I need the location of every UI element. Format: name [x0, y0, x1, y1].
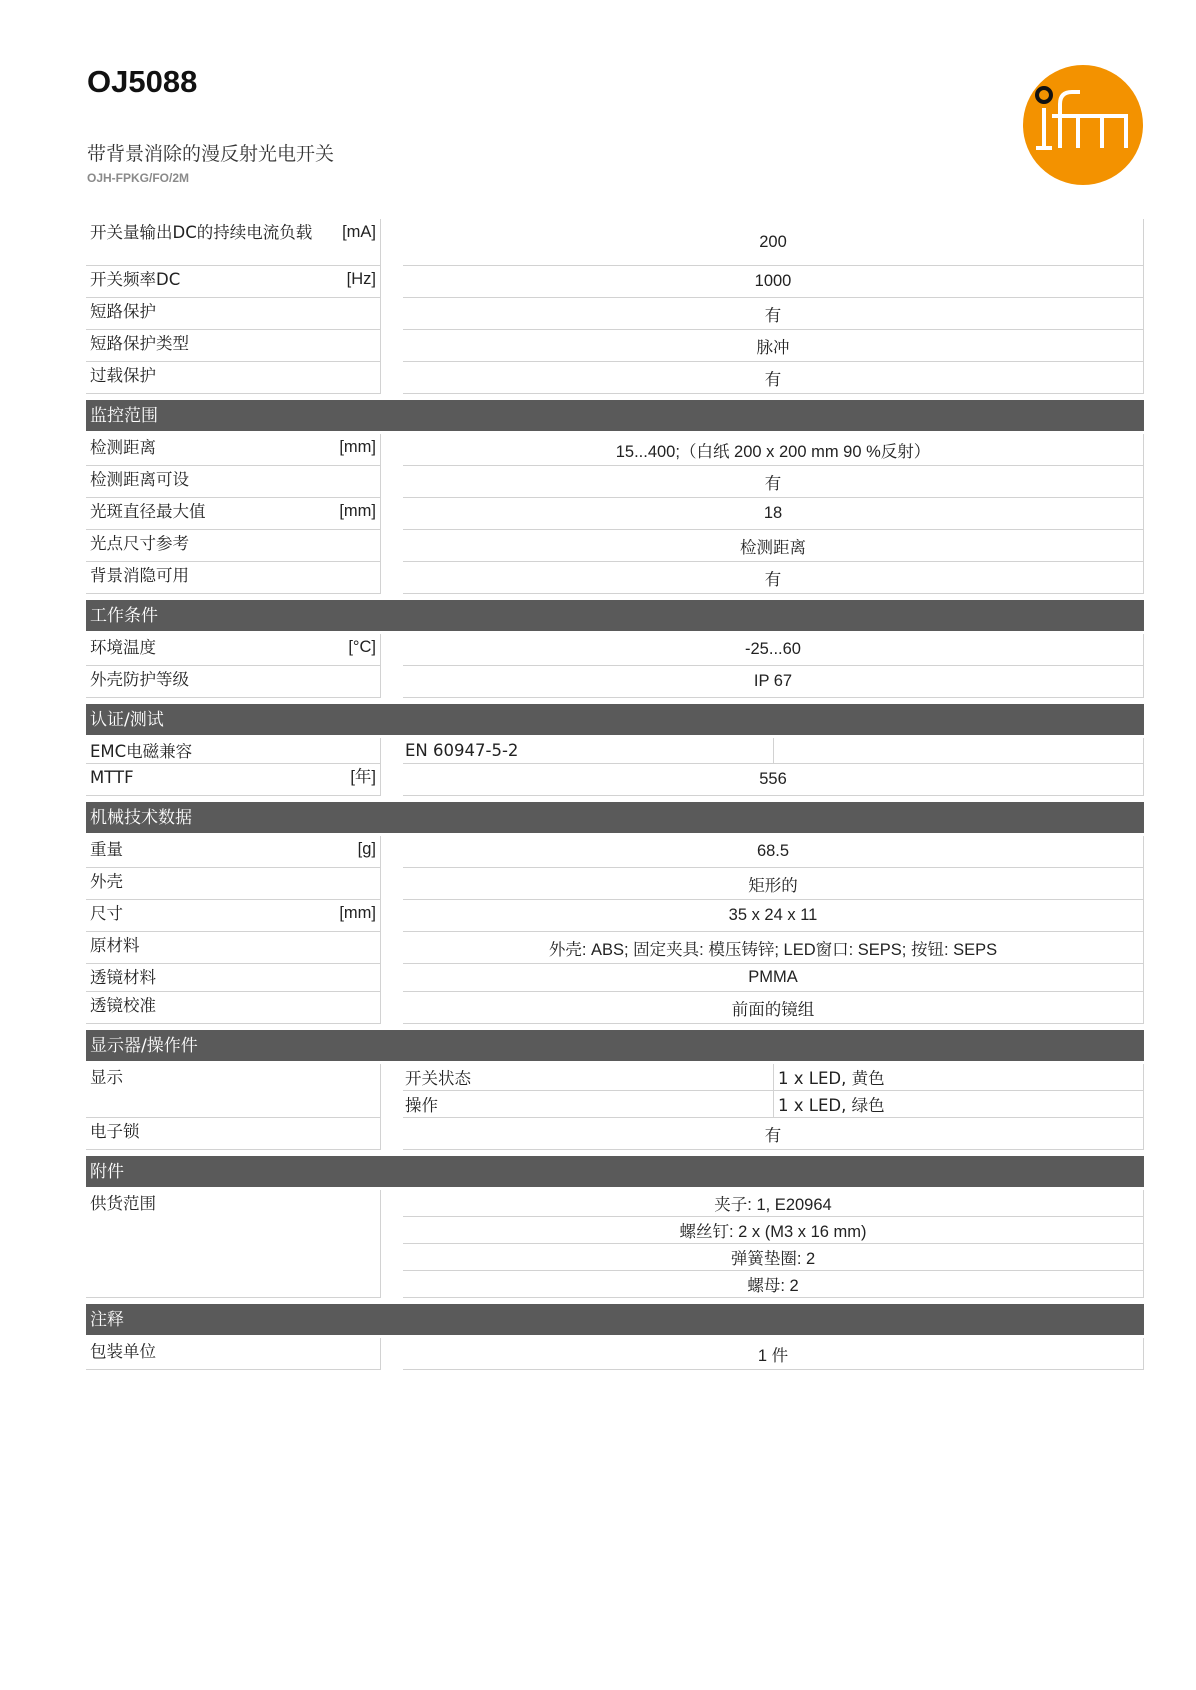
section-header-remarks: 注释 [86, 1304, 1144, 1335]
display-item-name: 开关状态 [403, 1064, 774, 1090]
row-label: 背景消隐可用 [90, 566, 189, 585]
accessory-item: 夹子: 1, E20964 [403, 1190, 1144, 1217]
spec-row [86, 298, 1144, 330]
row-label: 检测距离可设 [90, 470, 189, 489]
row-value: 35 x 24 x 11 [403, 900, 1144, 932]
row-label: 开关量输出DC的持续电流负载 [90, 223, 313, 242]
spec-row [86, 992, 1144, 1024]
row-value: 有 [403, 562, 1144, 594]
accessory-item: 螺母: 2 [403, 1271, 1144, 1298]
spec-row [86, 434, 1144, 466]
row-unit: [mm] [339, 438, 376, 456]
row-label: 检测距离 [90, 438, 156, 457]
row-value: 有 [403, 298, 1144, 330]
spec-row [86, 1190, 1144, 1298]
row-label: 环境温度 [90, 638, 156, 657]
row-value: 200 [403, 219, 1144, 266]
row-value: 外壳: ABS; 固定夹具: 模压铸锌; LED窗口: SEPS; 按钮: SEPS [403, 932, 1144, 964]
row-value: 前面的镜组 [403, 992, 1144, 1024]
row-value: -25...60 [403, 634, 1144, 666]
spec-row [86, 868, 1144, 900]
spec-row [86, 266, 1144, 298]
row-value: 有 [403, 466, 1144, 498]
spec-row [86, 634, 1144, 666]
row-value: 有 [403, 362, 1144, 394]
row-label: 供货范围 [90, 1194, 156, 1213]
row-unit: [Hz] [346, 270, 376, 288]
row-unit: [年] [350, 768, 376, 786]
row-value: 矩形的 [403, 868, 1144, 900]
row-label: 包装单位 [90, 1342, 156, 1361]
accessory-item: 螺丝钉: 2 x (M3 x 16 mm) [403, 1217, 1144, 1244]
row-label: 开关频率DC [90, 270, 181, 289]
row-label: 光斑直径最大值 [90, 502, 206, 521]
row-label: 重量 [90, 840, 123, 859]
spec-row [86, 466, 1144, 498]
spec-row [86, 562, 1144, 594]
spec-row [86, 530, 1144, 562]
section-header-approvals: 认证/测试 [86, 704, 1144, 735]
spec-row [86, 1338, 1144, 1370]
row-label: 外壳 [90, 872, 123, 891]
section-header-monitoring: 监控范围 [86, 400, 1144, 431]
row-label: 透镜校准 [90, 996, 156, 1015]
row-label: 过载保护 [90, 366, 156, 385]
row-value: 1 件 [403, 1338, 1144, 1370]
row-unit: [mm] [339, 904, 376, 922]
spec-row [86, 1118, 1144, 1150]
row-label: EMC电磁兼容 [90, 742, 193, 761]
row-value: IP 67 [403, 666, 1144, 698]
row-value: 68.5 [403, 836, 1144, 868]
spec-row [86, 330, 1144, 362]
section-header-operating: 工作条件 [86, 600, 1144, 631]
ifm-logo [1022, 64, 1144, 186]
row-value: 15...400;（白纸 200 x 200 mm 90 %反射） [403, 434, 1144, 466]
row-unit: [mA] [342, 223, 376, 241]
product-description: 带背景消除的漫反射光电开关 [87, 143, 335, 165]
section-header-mechanical: 机械技术数据 [86, 802, 1144, 833]
display-item-name: 操作 [403, 1091, 774, 1117]
display-item-value: 1 x LED, 黄色 [774, 1064, 1144, 1090]
row-label: 短路保护 [90, 302, 156, 321]
row-label: MTTF [90, 768, 134, 787]
row-value: 556 [403, 764, 1144, 796]
row-label: 短路保护类型 [90, 334, 189, 353]
row-unit: [°C] [348, 638, 376, 656]
spec-row [86, 836, 1144, 868]
row-value: 脉冲 [403, 330, 1144, 362]
spec-row [86, 764, 1144, 796]
product-code: OJH-FPKG/FO/2M [87, 171, 190, 185]
spec-row [86, 932, 1144, 964]
row-value: 有 [403, 1118, 1144, 1150]
spec-row [86, 1064, 1144, 1118]
row-value: 18 [403, 498, 1144, 530]
section-header-display: 显示器/操作件 [86, 1030, 1144, 1061]
spec-row [86, 362, 1144, 394]
row-value: EN 60947-5-2 [403, 738, 774, 763]
row-value: 检测距离 [403, 530, 1144, 562]
spec-row [86, 666, 1144, 698]
spec-row [86, 964, 1144, 992]
display-item-value: 1 x LED, 绿色 [774, 1091, 1144, 1117]
row-label: 显示 [90, 1068, 123, 1087]
row-unit: [mm] [339, 502, 376, 520]
row-value: PMMA [403, 964, 1144, 992]
spec-table [86, 219, 1144, 1370]
row-label: 外壳防护等级 [90, 670, 189, 689]
product-title: OJ5088 [87, 64, 198, 99]
spec-row [86, 219, 1144, 266]
accessory-item: 弹簧垫圈: 2 [403, 1244, 1144, 1271]
section-header-accessories: 附件 [86, 1156, 1144, 1187]
row-unit: [g] [357, 840, 376, 858]
row-label: 透镜材料 [90, 968, 156, 987]
row-label: 电子锁 [90, 1122, 140, 1141]
spec-row [86, 900, 1144, 932]
spec-row [86, 738, 1144, 764]
row-label: 尺寸 [90, 904, 123, 923]
row-label: 原材料 [90, 936, 140, 955]
row-label: 光点尺寸参考 [90, 534, 189, 553]
spec-row [86, 498, 1144, 530]
row-value: 1000 [403, 266, 1144, 298]
